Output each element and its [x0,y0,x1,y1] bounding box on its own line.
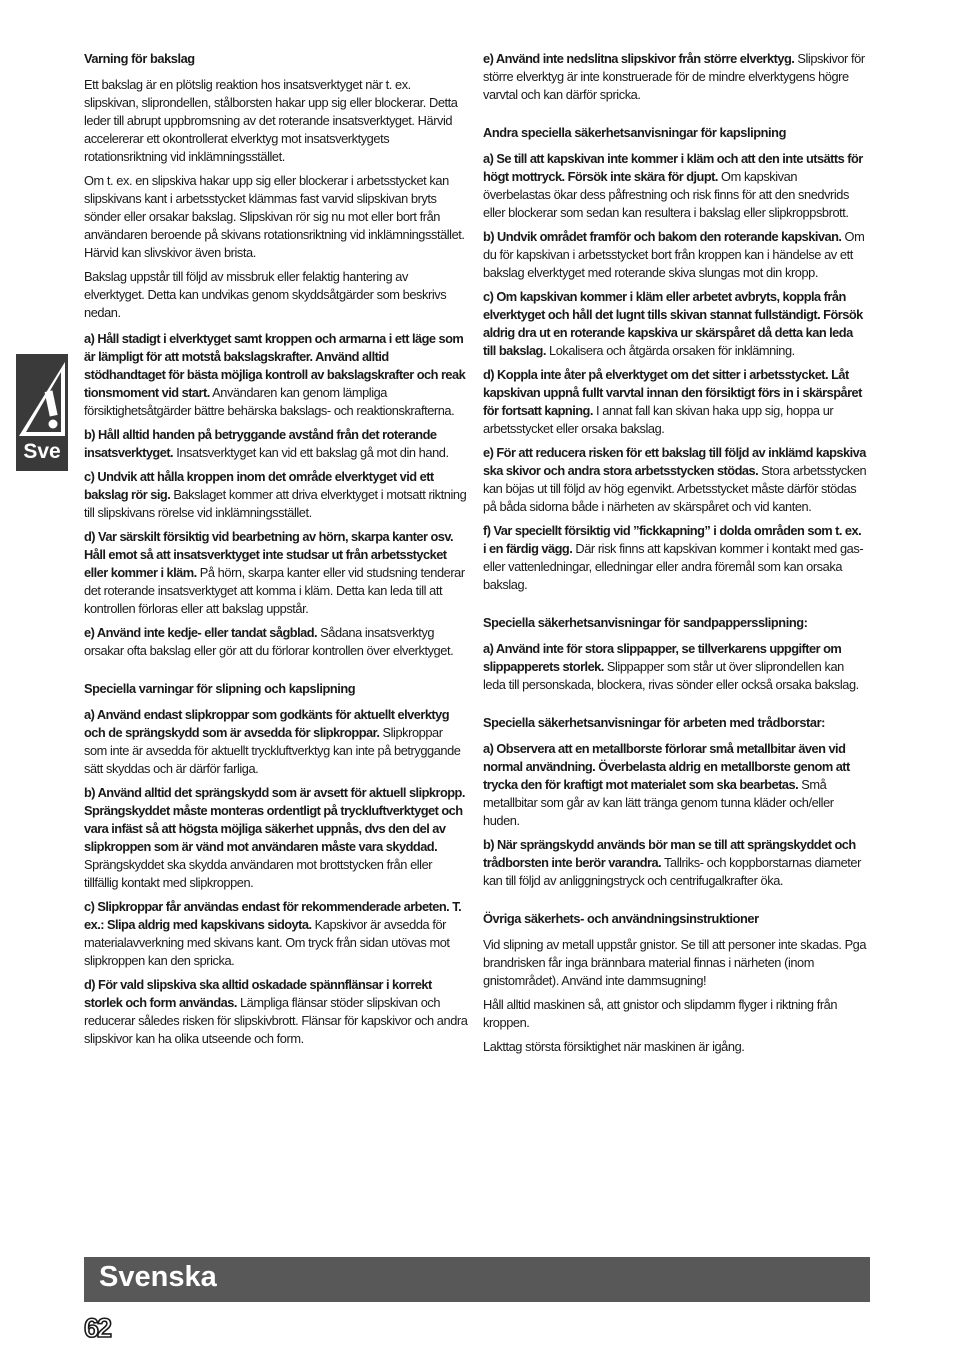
cutting-item [483,522,867,594]
grinding-item-text: Slipskivor för större elverktyg är inte konstruerade för de mindre elverktygens högre varvtal och kan därför spricka. [483,51,865,102]
right-column [483,50,867,1062]
cutting-item-text: Om du för kapskivan i arbetsstycket bort från kroppen kan i händelse av ett bakslag elverktyget med roterande skiva slungas mot din kropp. [483,229,865,280]
kickback-paragraph: Om t. ex. en slipskiva hakar upp sig eller blockerar i arbetsstycket kan slipskivans kant i arbetsstycket klämmas fast varvid slipskivan bryts sönder eller orsakar bakslag. Slipskivan rör sig nu mot eller bort från användaren beroende på skivans rotationsriktning vid inklämningsstället. Härvid kan slivskivor även brista. [84,173,465,260]
kickback-item-lead: a) Håll stadigt i elverktyget samt kroppen och armarna i ett läge som är lämpligt för att motstå bakslagskrafter. Använd alltid stödhandtaget för bästa möjliga kontroll av bakslagskrafter och reak tionsmoment vid start. [84,331,466,400]
kickback-item-lead: d) Var särskilt försiktig vid bearbetning av hörn, skarpa kanter osv. Håll emot så att insatsverktyget inte studsar ut från arbetsstycket eller kommer i kläm. [84,529,454,580]
sanding-item-text: Slippapper som står ut över sliprondellen kan leda till personskada, blockera, rivas sönder eller också orsaka bakslag. [483,659,859,692]
grinding-item-text: Kapskivor är avsedda för materialavverkning med skivans kant. Om tryck från sidan utövas mot slipkroppen kan den spricka. [84,917,450,968]
cutting-item [483,444,867,516]
language-banner [84,1257,870,1302]
cutting-item [483,366,867,438]
side-tab-label: Sve [23,440,61,463]
kickback-item-text: Sådana insatsverktyg orsakar ofta bakslag eller gör att du förlorar kontrollen över elverktyget. [84,625,454,658]
cutting-item [483,288,867,360]
grinding-item-text: Lämpliga flänsar stöder slipskivan och reducerar således risken för slipskivbrott. Flänsar för kapskivor och andra slipskivor kan ha olika utseende och form. [84,995,468,1046]
wire-brush-heading: Speciella säkerhetsanvisningar för arbeten med trådborstar: [483,715,825,730]
kickback-item-text: På hörn, skarpa kanter eller vid studsning tenderar det roterande insatsverktyget att komma i kläm. Detta kan leda till att kontrollen förloras eller att bakslag uppstår. [84,565,465,616]
other-instructions-paragraph: Håll alltid maskinen så, att gnistor och slipdamm flyger i riktning från kroppen. [483,997,838,1030]
cutting-item-text: Om kapskivan överbelastas ökar dess påfrestning och risk finns för att den snedvrids eller blockerar som sedan kan resultera i bakslag eller slipkroppsbrott. [483,169,849,220]
grinding-item [483,50,867,104]
wire-brush-item [483,836,867,890]
grinding-item [84,784,468,892]
left-column [84,50,468,1054]
cutting-item [483,150,867,222]
kickback-heading: Varning för bakslag [84,51,195,66]
kickback-item [84,330,468,420]
kickback-item [84,624,468,660]
grinding-heading: Speciella varningar för slipning och kapslipning [84,681,356,696]
cutting-item-lead: c) Om kapskivan kommer i kläm eller arbetet avbryts, koppla från elverktyget och håll det lugnt tills skivan stannat fullständigt. Försök aldrig dra ut en roterande kapskiva ur skärspåret då detta kan leda till bakslag. [483,289,863,358]
cutting-item-text: Lokalisera och åtgärda orsaken för inklämning. [545,343,795,358]
warning-icon [16,360,68,440]
cutting-heading: Andra speciella säkerhetsanvisningar för kapslipning [483,125,786,140]
kickback-item [84,468,468,522]
grinding-item-lead: c) Slipkroppar får användas endast för rekommenderade arbeten. T. ex.: Slipa aldrig med kapskivans sidoyta. [84,899,462,932]
kickback-item [84,426,468,462]
cutting-item-text: I annat fall kan skivan haka upp sig, hoppa ur arbetsstycket eller orsaka bakslag. [483,403,834,436]
other-instructions-paragraph: Lakttag största försiktighet när maskinen är igång. [483,1039,745,1054]
language-side-tab [16,354,68,471]
cutting-item-lead: a) Se till att kapskivan inte kommer i kläm och att den inte utsätts för högt mottryck. Försök inte skära för djupt. [483,151,863,184]
grinding-item [84,976,468,1048]
wire-brush-item-text: Små metallbitar som går av kan lätt tränga genom tunna kläder och/eller huden. [483,777,834,828]
kickback-item-text: Insatsverktyget kan vid ett bakslag gå mot din hand. [173,445,449,460]
sanding-item [483,640,867,694]
kickback-item-text: Bakslaget kommer att driva elverktyget i motsatt riktning till slipskivans rörelse vid inklämningsstället. [84,487,467,520]
cutting-item-lead: d) Koppla inte åter på elverktyget om det sitter i arbetsstycket. Låt kapskivan uppnå fullt varvtal innan den försiktigt förs in i skärspåret för fortsatt kapning. [483,367,862,418]
kickback-item-lead: b) Håll alltid handen på betryggande avstånd från det roterande insatsverktyget. [84,427,437,460]
wire-brush-item-lead: a) Observera att en metallborste förlorar små metallbitar även vid normal användning. Överbelasta aldrig en metallborste genom att trycka den för kraftigt mot materialet som ska bearbetas. [483,741,850,792]
grinding-item-lead: e) Använd inte nedslitna slipskivor från större elverktyg. [483,51,795,66]
other-instructions-heading: Övriga säkerhets- och användningsinstruktioner [483,911,759,926]
cutting-item-lead: b) Undvik området framför och bakom den roterande kapskivan. [483,229,842,244]
language-title: Svenska [99,1261,217,1293]
grinding-item-text: Slipkroppar som inte är avsedda för aktuellt tryckluftverktyg kan inte på betryggande sätt skyddas och är därför farliga. [84,725,461,776]
kickback-item-text: Användaren kan genom lämpliga försiktighetsåtgärder bättre behärska bakslags- och reaktionskrafterna. [84,385,455,418]
cutting-item [483,228,867,282]
cutting-item-lead: e) För att reducera risken för ett bakslag till följd av inklämd kapskiva ska skivor och andra stora arbetsstycken stödas. [483,445,866,478]
other-instructions-paragraph: Vid slipning av metall uppstår gnistor. Se till att personer inte skadas. Pga brandrisken får inga brännbara material finnas i närheten (inom gnistområdet). Använd inte dammsugning! [483,937,867,988]
grinding-item-lead: a) Använd endast slipkroppar som godkänts för aktuellt elverktyg och de sprängskydd som är avsedda för slipkroppar. [84,707,450,740]
kickback-item [84,528,468,618]
grinding-item [84,898,468,970]
sanding-heading: Speciella säkerhetsanvisningar för sandpappersslipning: [483,615,808,630]
kickback-item-lead: e) Använd inte kedje- eller tandat sågblad. [84,625,318,640]
page-number [84,1313,116,1343]
grinding-item-lead: d) För vald slipskiva ska alltid oskadade spännflänsar i korrekt storlek och form användas. [84,977,432,1010]
cutting-item-text: Stora arbetsstycken kan böjas ut till följd av hög egenvikt. Arbetsstycket måste därför stödas på båda sidorna både i närheten av skärspåret och vid kanten. [483,463,867,514]
grinding-item-text: Sprängskyddet ska skydda användaren mot brottstycken från eller tillfällig kontakt med slipkroppen. [84,857,433,890]
kickback-paragraph: Ett bakslag är en plötslig reaktion hos insatsverktyget när t. ex. slipskivan, sliprondellen, stålborsten hakar upp sig eller blockerar. Detta leder till abrupt uppbromsning av det roterande insatsverktyget. Härvid accelererar ett okontrollerat elverktyg mot insatsverktygets rotationsriktning vid inklämningsstället. [84,77,458,164]
wire-brush-item [483,740,867,830]
cutting-item-lead: f) Var speciellt försiktig vid ”fickkapning” i dolda områden som t. ex. i en färdig vägg. [483,523,862,556]
cutting-item-text: Där risk finns att kapskivan kommer i kontakt med gas- eller vattenledningar, elledningar eller andra föremål som kan orsaka bakslag. [483,541,864,592]
page-number-text: 62 [84,1313,111,1343]
wire-brush-item-lead: b) När sprängskydd används bör man se till att sprängskyddet och trådborsten inte berör varandra. [483,837,856,870]
kickback-item-lead: c) Undvik att hålla kroppen inom det område elverktyget vid ett bakslag rör sig. [84,469,434,502]
grinding-item [84,706,468,778]
wire-brush-item-text: Tallriks- och koppborstarnas diameter kan till följd av anliggningstryck och centrifugalkrafter öka. [483,855,861,888]
sanding-item-lead: a) Använd inte för stora slippapper, se tillverkarens uppgifter om slippapperets storlek. [483,641,842,674]
grinding-item-lead: b) Använd alltid det sprängskydd som är avsett för aktuell slipkropp. Sprängskyddet måste monteras ordentligt på tryckluftverktyget och vara infäst så att högsta möjliga säkerhet uppnås, dvs den del av slipkroppen som är vänd mot användaren måste vara skyddad. [84,785,465,854]
kickback-paragraph: Bakslag uppstår till följd av missbruk eller felaktig hantering av elverktyget. Detta kan undvikas genom skyddsåtgärder som beskrivs nedan. [84,269,447,320]
